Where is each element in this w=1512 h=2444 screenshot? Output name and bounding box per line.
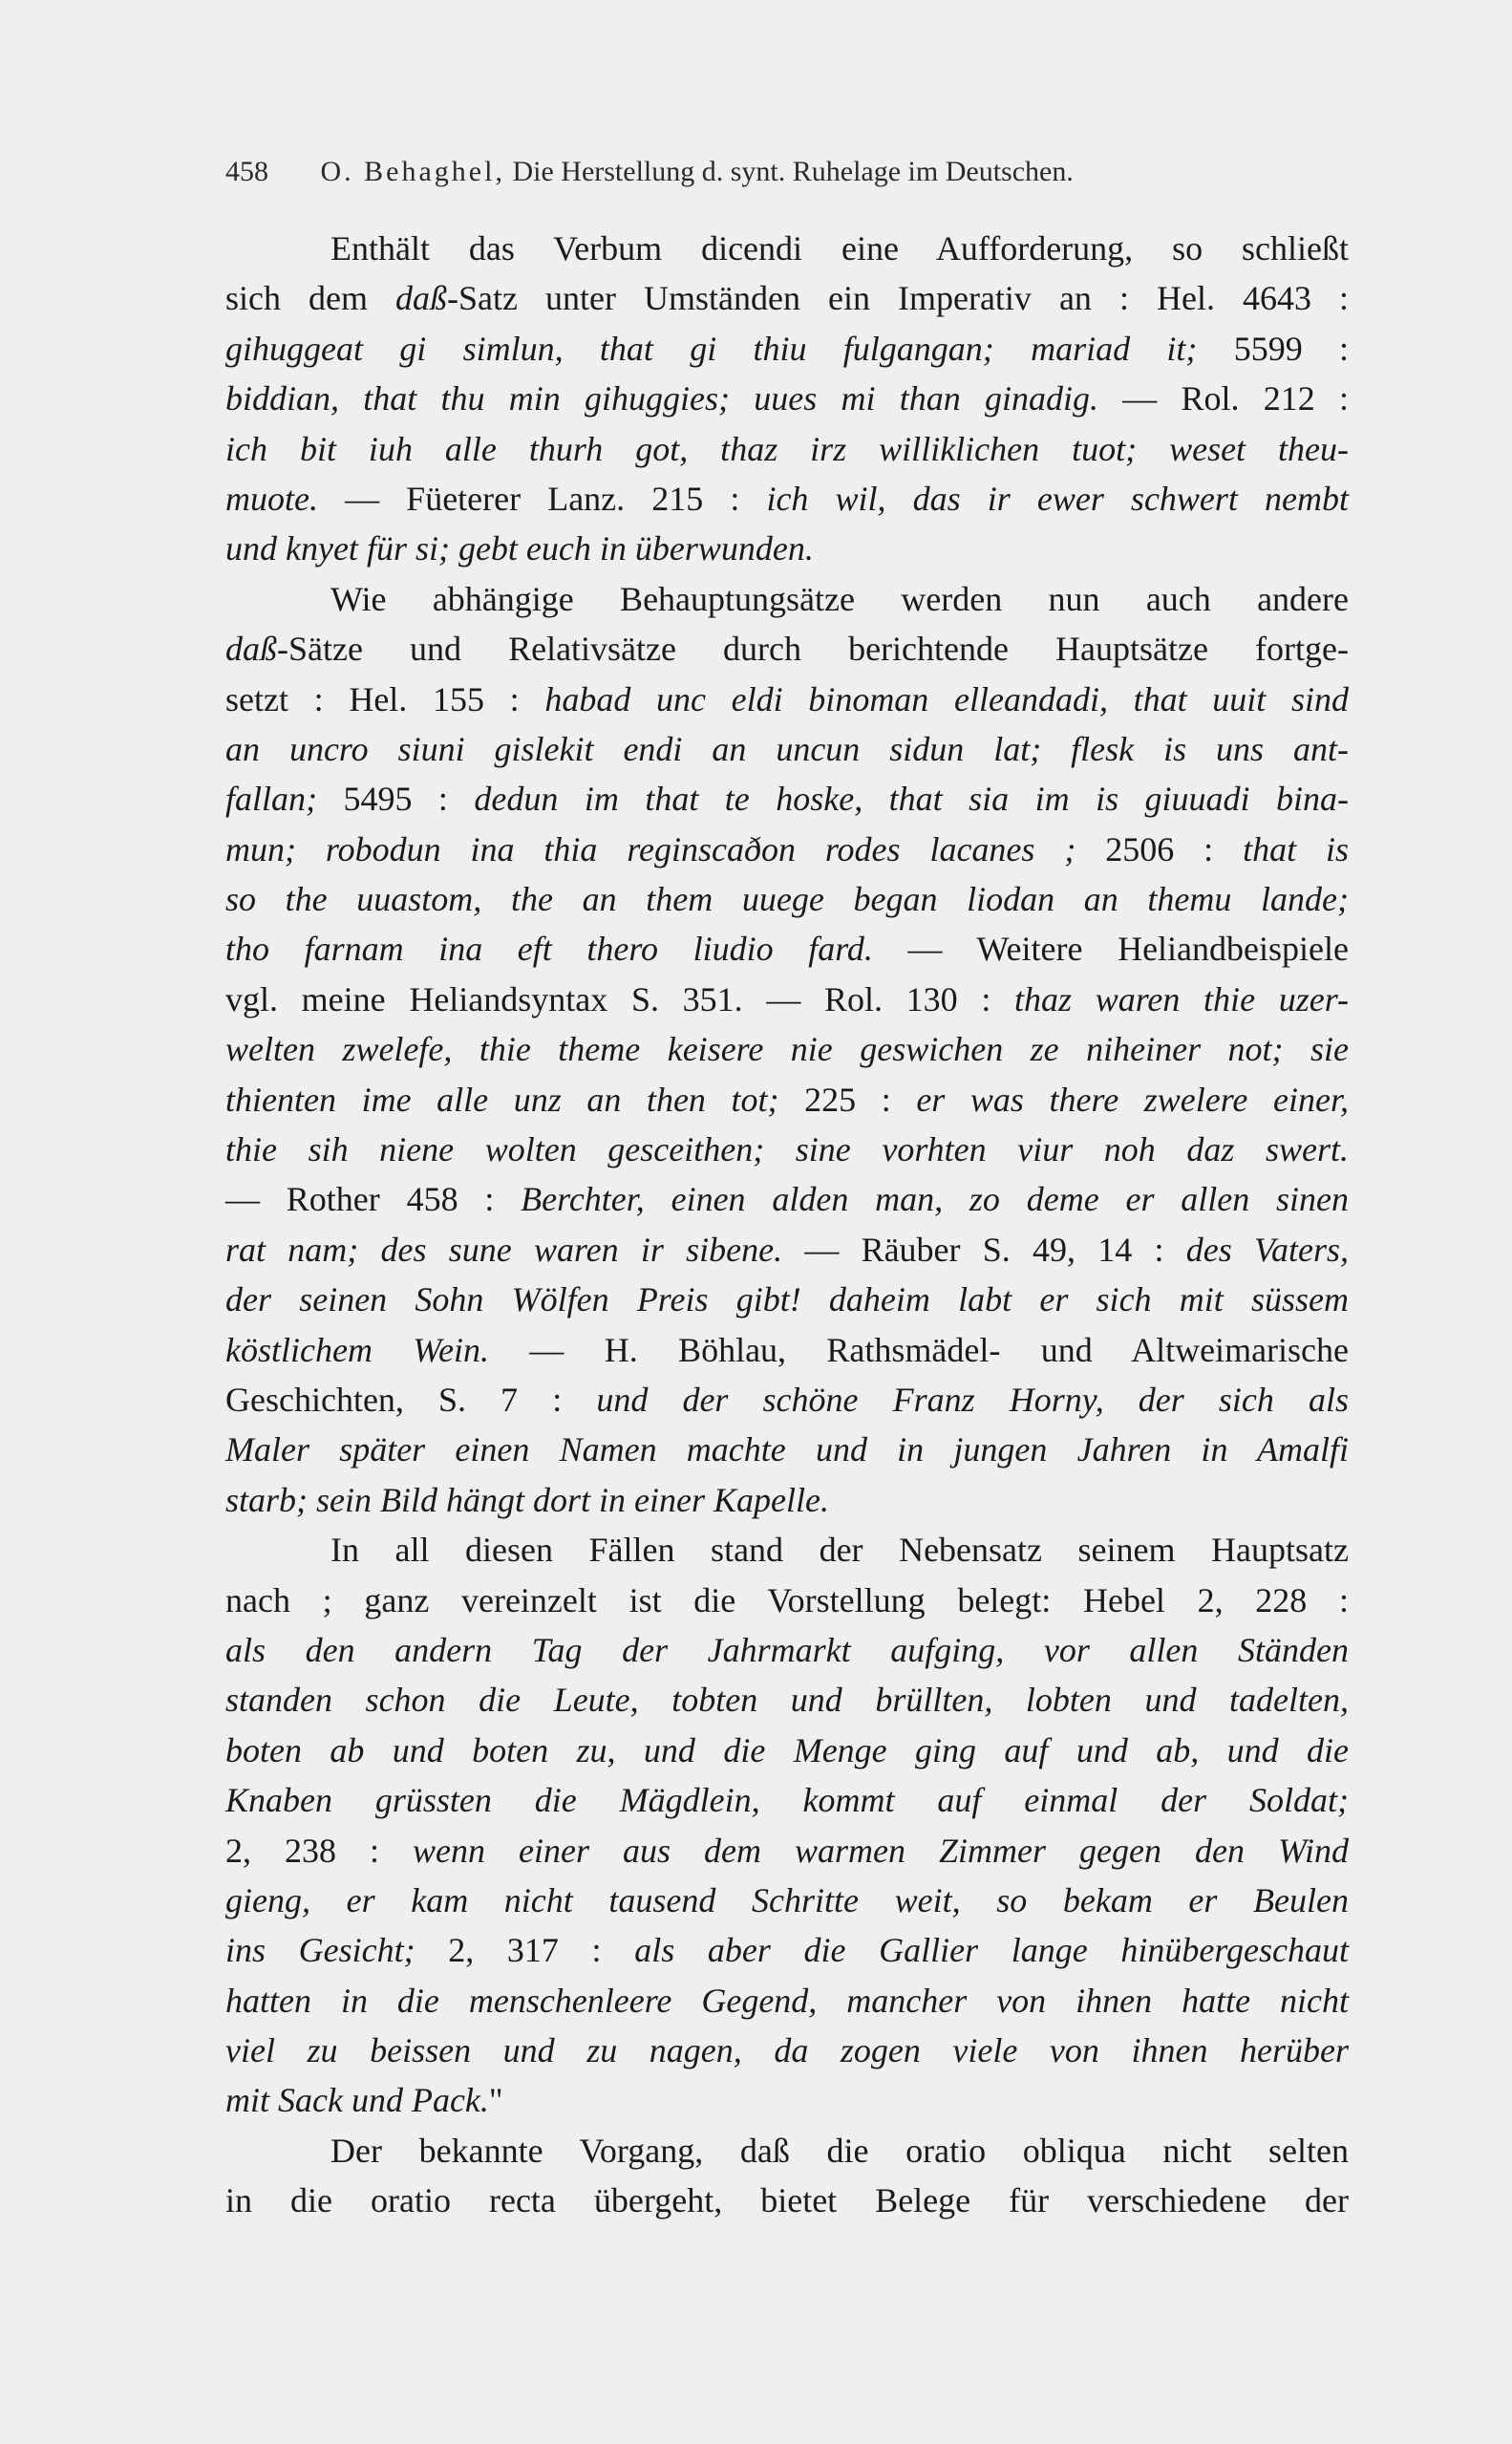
text-line xyxy=(225,1075,1349,1125)
text-line xyxy=(225,924,1349,974)
text-line xyxy=(225,1726,1349,1775)
text-line xyxy=(225,574,1349,624)
italic-quote: des Vaters, xyxy=(1185,1230,1349,1269)
text-line xyxy=(225,774,1349,824)
header-author: O. Behaghel, xyxy=(320,156,505,187)
roman-text: 2506 : xyxy=(1075,829,1244,868)
italic-quote: welten zwelefe, thie theme keisere nie geswichen ze niheiner not; sie xyxy=(225,1030,1349,1069)
italic-quote: ins Gesicht; xyxy=(225,1931,415,1970)
text-line xyxy=(225,825,1349,874)
text-line xyxy=(225,1576,1349,1625)
header-title: Die Herstellung d. synt. Ruhelage im Deutschen. xyxy=(512,156,1074,187)
roman-text: setzt : Hel. 155 : xyxy=(225,679,545,718)
text-line xyxy=(225,273,1349,323)
italic-quote: starb; sein Bild hängt dort in einer Kapelle. xyxy=(225,1480,829,1519)
italic-quote: Berchter, einen alden man, zo deme er allen sinen xyxy=(521,1180,1350,1219)
italic-quote: daß xyxy=(395,279,448,318)
text-line xyxy=(225,1625,1349,1675)
italic-quote: that is xyxy=(1243,829,1349,868)
text-line xyxy=(225,675,1349,724)
italic-quote: thie sih niene wolten gesceithen; sine vorhten viur noh daz swert. xyxy=(225,1130,1349,1169)
roman-text: In all diesen Fällen stand der Nebensatz seinem Hauptsatz xyxy=(330,1531,1349,1570)
italic-quote: rat nam; des sune waren ir sibene. xyxy=(225,1230,783,1269)
italic-quote: Maler später einen Namen machte und in jungen Jahren in Amalfi xyxy=(225,1430,1349,1469)
roman-text: in die oratio recta übergeht, bietet Belege für verschiedene der xyxy=(225,2181,1349,2220)
text-line xyxy=(225,2026,1349,2075)
text-line xyxy=(225,1775,1349,1825)
roman-text: 5599 : xyxy=(1197,329,1349,368)
text-line xyxy=(225,1925,1349,1975)
roman-text: — Räuber S. 49, 14 : xyxy=(782,1230,1186,1269)
roman-text: — Weitere Heliandbeispiele xyxy=(872,930,1349,969)
text-line xyxy=(225,2075,1349,2125)
italic-quote: habad unc eldi binoman elleandadi, that uuit sind xyxy=(544,679,1349,718)
italic-quote: und knyet für si; gebt euch in überwunden. xyxy=(225,529,814,568)
roman-text: 2, 317 : xyxy=(415,1931,635,1970)
italic-quote: köstlichem Wein. xyxy=(225,1330,489,1369)
italic-quote: gieng, er kam nicht tausend Schritte weit, so bekam er Beulen xyxy=(225,1880,1349,1919)
italic-quote: fallan; xyxy=(225,780,317,819)
italic-quote: muote. xyxy=(225,479,318,518)
italic-quote: tho farnam ina eft thero liudio fard. xyxy=(225,930,873,969)
roman-text: sich dem xyxy=(225,279,396,318)
roman-text: Wie abhängige Behauptungsätze werden nun auch andere xyxy=(330,579,1349,618)
roman-text: — Rol. 212 : xyxy=(1097,379,1349,418)
italic-quote: und der schöne Franz Horny, der sich als xyxy=(596,1380,1349,1419)
italic-quote: dedun im that te hoske, that sia im is giuuadi bina- xyxy=(474,780,1349,819)
text-line xyxy=(225,324,1349,374)
book-page xyxy=(225,153,1349,2226)
roman-text: nach ; ganz vereinzelt ist die Vorstellung belegt: Hebel 2, 228 : xyxy=(225,1580,1349,1619)
text-line xyxy=(225,2126,1349,2176)
roman-text: 225 : xyxy=(778,1080,917,1119)
roman-text: " xyxy=(488,2081,503,2120)
roman-text: vgl. meine Heliandsyntax S. 351. — Rol. 130 : xyxy=(225,979,1015,1018)
italic-quote: als aber die Gallier lange hinübergeschaut xyxy=(634,1931,1349,1970)
italic-quote: wenn einer aus dem warmen Zimmer gegen den Wind xyxy=(413,1831,1349,1870)
text-line xyxy=(225,1125,1349,1174)
roman-text: -Sätze und Relativsätze durch berichtende Hauptsätze fortge- xyxy=(277,630,1349,669)
italic-quote: mun; robodun ina thia reginscaðon rodes lacanes ; xyxy=(225,829,1076,868)
italic-quote: thienten ime alle unz an then tot; xyxy=(225,1080,779,1119)
italic-quote: Knaben grüssten die Mägdlein, kommt auf einmal der Soldat; xyxy=(225,1781,1349,1820)
italic-quote: standen schon die Leute, tobten und brüllten, lobten und tadelten, xyxy=(225,1681,1349,1720)
italic-quote: gihuggeat gi simlun, that gi thiu fulgangan; mariad it; xyxy=(225,329,1198,368)
italic-quote: hatten in die menschenleere Gegend, mancher von ihnen hatte nicht xyxy=(225,1981,1349,2020)
italic-quote: der seinen Sohn Wölfen Preis gibt! daheim labt er sich mit süssem xyxy=(225,1280,1349,1319)
roman-text: -Satz unter Umständen ein Imperativ an : Hel. 4643 : xyxy=(447,279,1349,318)
text-line xyxy=(225,1525,1349,1575)
text-line xyxy=(225,975,1349,1024)
roman-text: — Rother 458 : xyxy=(225,1180,522,1219)
text-line xyxy=(225,1275,1349,1324)
italic-quote: mit Sack und Pack. xyxy=(225,2081,489,2120)
italic-quote: ich bit iuh alle thurh got, thaz irz williklichen tuot; weset theu- xyxy=(225,429,1349,468)
text-line xyxy=(225,1325,1349,1375)
text-line xyxy=(225,2176,1349,2225)
text-line xyxy=(225,1675,1349,1725)
text-line xyxy=(225,1826,1349,1876)
roman-text: Geschichten, S. 7 : xyxy=(225,1380,597,1419)
text-line xyxy=(225,1174,1349,1224)
text-line xyxy=(225,374,1349,423)
italic-quote: als den andern Tag der Jahrmarkt aufging, vor allen Ständen xyxy=(225,1630,1349,1669)
text-line xyxy=(225,624,1349,674)
body-text xyxy=(225,224,1349,2226)
italic-quote: so the uuastom, the an them uuege began liodan an themu lande; xyxy=(225,880,1349,919)
italic-quote: an uncro siuni gislekit endi an uncun sidun lat; flesk is uns ant- xyxy=(225,729,1349,768)
page-number: 458 xyxy=(225,156,268,187)
text-line xyxy=(225,1225,1349,1275)
roman-text: — Füeterer Lanz. 215 : xyxy=(317,479,767,518)
italic-quote: viel zu beissen und zu nagen, da zogen viele von ihnen herüber xyxy=(225,2031,1349,2070)
text-line xyxy=(225,1425,1349,1474)
roman-text: — H. Böhlau, Rathsmädel- und Altweimarische xyxy=(488,1330,1350,1369)
italic-quote: thaz waren thie uzer- xyxy=(1014,979,1349,1018)
italic-quote: er was there zwelere einer, xyxy=(916,1080,1349,1119)
text-line xyxy=(225,524,1349,573)
roman-text: Der bekannte Vorgang, daß die oratio obliqua nicht selten xyxy=(330,2131,1349,2170)
italic-quote: boten ab und boten zu, und die Menge ging auf und ab, und die xyxy=(225,1730,1349,1769)
text-line xyxy=(225,724,1349,774)
roman-text: Enthält das Verbum dicendi eine Aufforderung, so schließt xyxy=(330,229,1349,268)
text-line xyxy=(225,1475,1349,1525)
italic-quote: daß xyxy=(225,630,277,669)
text-line xyxy=(225,874,1349,924)
text-line xyxy=(225,1375,1349,1425)
roman-text: 5495 : xyxy=(317,780,475,819)
italic-quote: biddian, that thu min gihuggies; uues mi than ginadig. xyxy=(225,379,1098,418)
text-line xyxy=(225,474,1349,524)
italic-quote: ich wil, das ir ewer schwert nembt xyxy=(766,479,1349,518)
running-header xyxy=(225,153,1349,191)
text-line xyxy=(225,424,1349,474)
text-line xyxy=(225,1976,1349,2026)
text-line xyxy=(225,1024,1349,1074)
text-line xyxy=(225,1876,1349,1925)
roman-text: 2, 238 : xyxy=(225,1831,414,1870)
text-line xyxy=(225,224,1349,273)
